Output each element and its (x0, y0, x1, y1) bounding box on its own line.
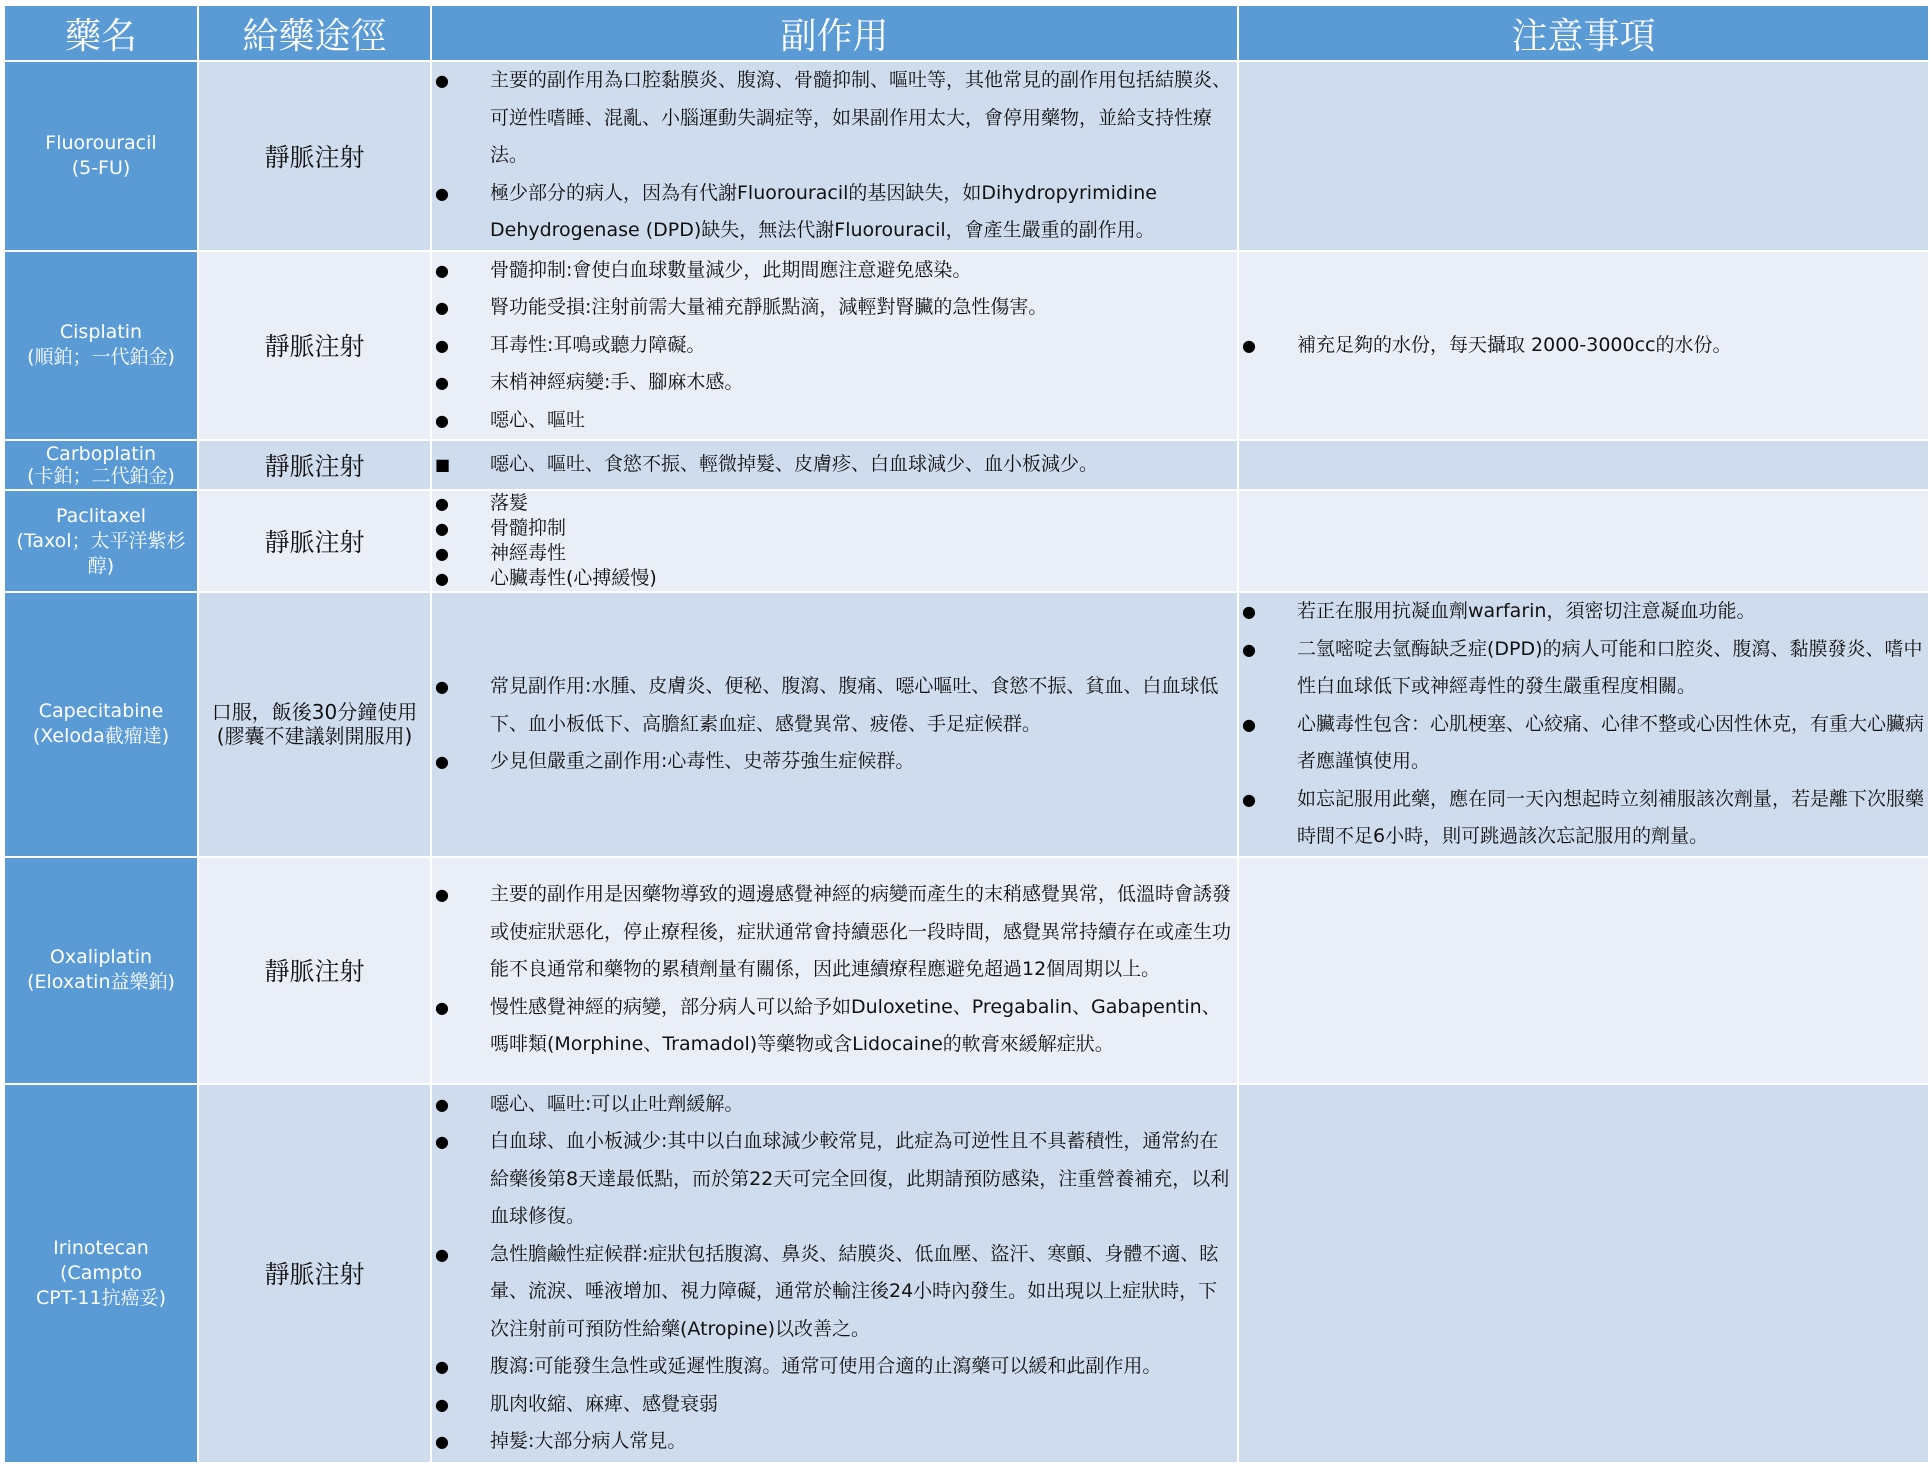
route-cell: 靜脈注射 (198, 1084, 431, 1463)
list-item: ● 骨髓抑制:會使白血球數量減少，此期間應注意避免感染。 (432, 252, 1237, 290)
table-row (4, 1084, 1929, 1463)
precautions-cell (1238, 1084, 1929, 1463)
table-row (4, 251, 1929, 441)
side-effects-cell (431, 251, 1238, 441)
header-side-effects: 副作用 (431, 5, 1238, 61)
drug-name-alias: (Xeloda截瘤達) (32, 725, 170, 748)
drug-name-alias: (卡鉑；二代鉑金) (27, 465, 175, 487)
list-item: ● 主要的副作用為口腔黏膜炎、腹瀉、骨髓抑制、嘔吐等，其他常見的副作用包括結膜炎、可逆性嗜睡、混亂、小腦運動失調症等，如果副作用太大，會停用藥物，並給支持性療法。 (432, 62, 1237, 175)
header-drug-name: 藥名 (4, 5, 198, 61)
list-item: ● 耳毒性:耳鳴或聽力障礙。 (432, 327, 1237, 365)
drug-name-alias: (Campto (60, 1261, 142, 1284)
side-effects-cell (431, 857, 1238, 1084)
drug-name: Capecitabine (38, 700, 164, 723)
drug-name-cell (4, 251, 198, 441)
list-item: ● 噁心、嘔吐 (432, 402, 1237, 440)
precautions-cell (1238, 592, 1929, 857)
side-effects-cell (431, 1084, 1238, 1463)
list-item: ● 末梢神經病變:手、腳麻木感。 (432, 364, 1237, 402)
route-cell: 靜脈注射 (198, 857, 431, 1084)
list-item: ● 急性膽鹼性症候群:症狀包括腹瀉、鼻炎、結膜炎、低血壓、盜汗、寒顫、身體不適、眩暈、流淚、唾液增加、視力障礙，通常於輸注後24小時內發生。如出現以上症狀時，下次注射前可預防性給藥(Atropine)以改善之。 (432, 1236, 1237, 1349)
drug-name-cell (4, 490, 198, 592)
drug-name-alias: (5-FU) (71, 156, 131, 179)
list-item: ● 白血球、血小板減少:其中以白血球減少較常見，此症為可逆性且不具蓄積性，通常約在給藥後第8天達最低點，而於第22天可完全回復，此期請預防感染，注重營養補充，以利血球修復。 (432, 1123, 1237, 1236)
drug-name: Carboplatin (45, 443, 157, 465)
drug-name-alias: (Taxol；太平洋紫杉醇) (16, 529, 186, 577)
drug-name-alias: (Eloxatin益樂鉑) (27, 971, 175, 993)
route-cell: 靜脈注射 (198, 440, 431, 490)
list-item: ● 肌肉收縮、麻痺、感覺衰弱 (432, 1386, 1237, 1424)
list-item: ● 腎功能受損:注射前需大量補充靜脈點滴，減輕對腎臟的急性傷害。 (432, 289, 1237, 327)
header-row (4, 5, 1929, 61)
side-effects-cell (431, 61, 1238, 251)
side-effects-cell (431, 440, 1238, 490)
header-precautions: 注意事項 (1238, 5, 1929, 61)
list-item: ● 神經毒性 (432, 541, 1237, 566)
list-item: ● 補充足夠的水份，每天攝取 2000-3000cc的水份。 (1239, 327, 1928, 365)
list-item: ● 慢性感覺神經的病變，部分病人可以給予如Duloxetine、Pregabalin、Gabapentin、嗎啡類(Morphine、Tramadol)等藥物或含Lidocaine的軟膏來緩解症狀。 (432, 989, 1237, 1064)
list-item: ● 腹瀉:可能發生急性或延遲性腹瀉。通常可使用合適的止瀉藥可以緩和此副作用。 (432, 1348, 1237, 1386)
header-route: 給藥途徑 (198, 5, 431, 61)
drug-name-alias: (順鉑；一代鉑金) (27, 346, 175, 369)
list-item: ● 如忘記服用此藥，應在同一天內想起時立刻補服該次劑量，若是離下次服藥時間不足6小時，則可跳過該次忘記服用的劑量。 (1239, 781, 1928, 856)
table-row (4, 592, 1929, 857)
list-item: ■ 噁心、嘔吐、食慾不振、輕微掉髮、皮膚疹、白血球減少、血小板減少。 (432, 446, 1237, 484)
route-cell: 靜脈注射 (198, 251, 431, 441)
drug-side-effects-table (3, 4, 1929, 1464)
list-item: ● 骨髓抑制 (432, 516, 1237, 541)
list-item: ● 常見副作用:水腫、皮膚炎、便秘、腹瀉、腹痛、噁心嘔吐、食慾不振、貧血、白血球低下、血小板低下、高膽紅素血症、感覺異常、疲倦、手足症候群。 (432, 668, 1237, 743)
drug-name: Paclitaxel (56, 504, 146, 527)
list-item: ● 二氫嘧啶去氫酶缺乏症(DPD)的病人可能和口腔炎、腹瀉、黏膜發炎、嗜中性白血球低下或神經毒性的發生嚴重程度相關。 (1239, 631, 1928, 706)
table-row (4, 490, 1929, 592)
list-item: ● 少見但嚴重之副作用:心毒性、史蒂芬強生症候群。 (432, 743, 1237, 781)
list-item: ● 落髮 (432, 491, 1237, 516)
drug-name-cell (4, 857, 198, 1084)
drug-name-cell (4, 61, 198, 251)
side-effects-cell (431, 490, 1238, 592)
route-cell: 靜脈注射 (198, 490, 431, 592)
drug-name: Fluorouracil (45, 131, 157, 154)
table-row (4, 440, 1929, 490)
route-cell: 口服，飯後30分鐘使用(膠囊不建議剝開服用) (198, 592, 431, 857)
precautions-cell (1238, 440, 1929, 490)
drug-name-cell (4, 1084, 198, 1463)
precautions-cell (1238, 251, 1929, 441)
table-row (4, 61, 1929, 251)
side-effects-cell (431, 592, 1238, 857)
list-item: ● 心臟毒性包含：心肌梗塞、心絞痛、心律不整或心因性休克，有重大心臟病者應謹慎使用。 (1239, 706, 1928, 781)
list-item: ● 主要的副作用是因藥物導致的週邊感覺神經的病變而產生的末稍感覺異常，低溫時會誘發或使症狀惡化，停止療程後，症狀通常會持續惡化一段時間，感覺異常持續存在或產生功能不良通常和藥物的累積劑量有關係，因此連續療程應避免超過12個周期以上。 (432, 876, 1237, 989)
drug-name: Oxaliplatin (49, 946, 153, 968)
list-item: ● 噁心、嘔吐:可以止吐劑緩解。 (432, 1086, 1237, 1124)
drug-name-cell (4, 440, 198, 490)
drug-name: Cisplatin (59, 321, 143, 344)
list-item: ● 掉髮:大部分病人常見。 (432, 1423, 1237, 1461)
precautions-cell (1238, 857, 1929, 1084)
drug-name-cell (4, 592, 198, 857)
route-cell: 靜脈注射 (198, 61, 431, 251)
drug-name: Irinotecan (53, 1236, 149, 1259)
list-item: ● 若正在服用抗凝血劑warfarin，須密切注意凝血功能。 (1239, 593, 1928, 631)
drug-name-alias: CPT-11抗癌妥) (35, 1286, 167, 1309)
precautions-cell (1238, 490, 1929, 592)
precautions-cell (1238, 61, 1929, 251)
table-row (4, 857, 1929, 1084)
list-item: ● 極少部分的病人，因為有代謝Fluorouracil的基因缺失，如Dihydropyrimidine Dehydrogenase (DPD)缺失，無法代謝Fluorouracil，會產生嚴重的副作用。 (432, 175, 1237, 250)
list-item: ● 心臟毒性(心搏緩慢) (432, 566, 1237, 591)
